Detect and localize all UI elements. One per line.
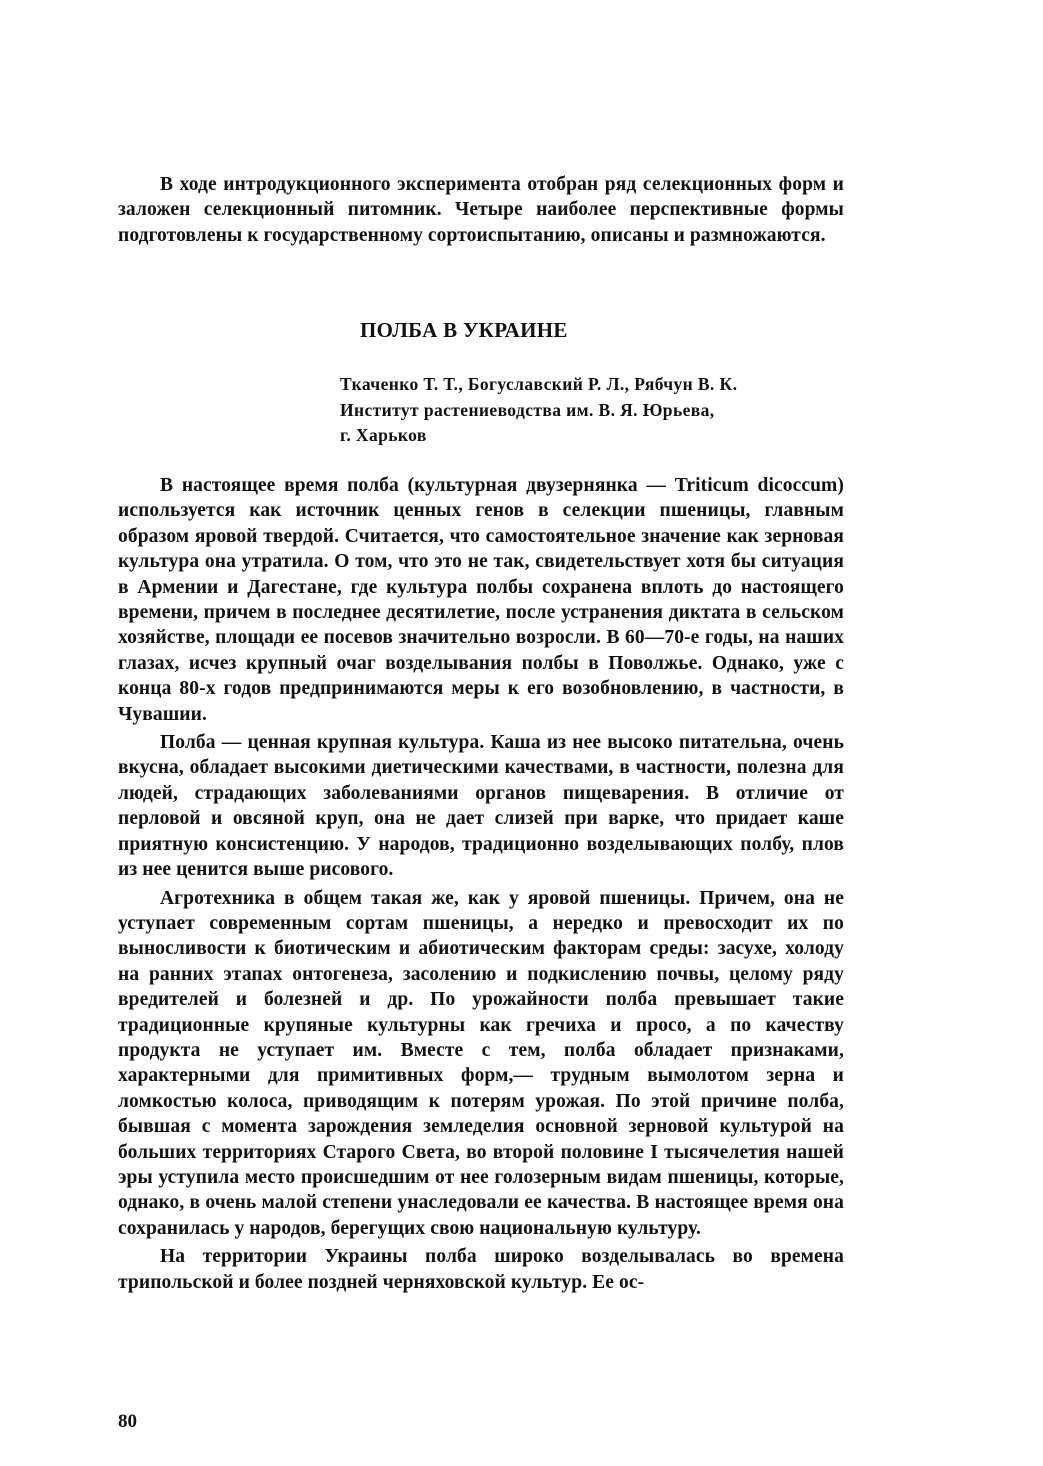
page-number: 80 xyxy=(118,1411,137,1432)
intro-text xyxy=(118,172,844,248)
body-paragraph: На территории Украины полба широко возделывалась во времена трипольской и более поздней черняховской культур. Ее ос- xyxy=(118,1246,844,1293)
article-byline xyxy=(340,372,737,449)
body-paragraph: Полба — ценная крупная культура. Каша из нее высоко питательна, очень вкусна, обладает высокими диетическими качествами, в частности, полезна для людей, страдающих заболеваниями органов пищеварения. В отличие от перловой и овсяной круп, она не дает слизей при варке, что придает каше приятную консистенцию. У народов, традиционно возделывающих полбу, плов из нее ценится выше рисового. xyxy=(118,732,844,881)
article-title: ПОЛБА В УКРАИНЕ xyxy=(360,318,568,342)
body-paragraph: В настоящее время полба (культурная двузернянка — Triticum dicoccum) используется как источник ценных генов в селекции пшеницы, главным образом яровой твердой. Считается, что самостоятельное значение как зерновая культура она утратила. О том, что это не так, свидетельствует хотя бы ситуация в Армении и Дагестане, где культура полбы сохранена вплоть до настоящего времени, причем в последнее десятилетие, после устранения диктата в сельском хозяйстве, площади ее посевов значительно возросли. В 60—70-е годы, на наших глазах, исчез крупный очаг возделывания полбы в Поволжье. Однако, уже с конца 80-х годов предпринимаются меры к его возобновлению, в частности, в Чувашии. xyxy=(118,475,844,725)
intro-paragraph: В ходе интродукционного эксперимента отобран ряд селекционных форм и заложен селекционный питомник. Четыре наиболее перспективные формы подготовлены к государственному сортоиспытанию, описаны и размножаются. xyxy=(118,174,844,246)
article-authors: Ткаченко Т. Т., Богуславский Р. Л., Рябчун В. К. xyxy=(340,374,738,394)
article-body xyxy=(118,473,844,1295)
article-institution: Институт растениеводства им. В. Я. Юрьева, xyxy=(340,399,715,420)
article-city: г. Харьков xyxy=(340,425,427,445)
body-paragraph: Агротехника в общем такая же, как у яровой пшеницы. Причем, она не уступает современным сортам пшеницы, а нередко и превосходит их по выносливости к биотическим и абиотическим факторам среды: засухе, холоду на ранних этапах онтогенеза, засолению и подкислению почвы, целому ряду вредителей и болезней и др. По урожайности полба превышает такие традиционные крупяные культурны как гречиха и просо, а по качеству продукта не уступает им. Вместе с тем, полба обладает признаками, характерными для примитивных форм,— трудным вымолотом зерна и ломкостью колоса, приводящим к потерям урожая. По этой причине полба, бывшая с момента зарождения земледелия основной зерновой культурой на больших территориях Старого Света, во второй половине I тысячелетия нашей эры уступила место происшедшим от нее голозерным видам пшеницы, которые, однако, в очень малой степени унаследовали ее качества. В настоящее время она сохранилась у народов, берегущих свою национальную культуру. xyxy=(118,887,844,1239)
